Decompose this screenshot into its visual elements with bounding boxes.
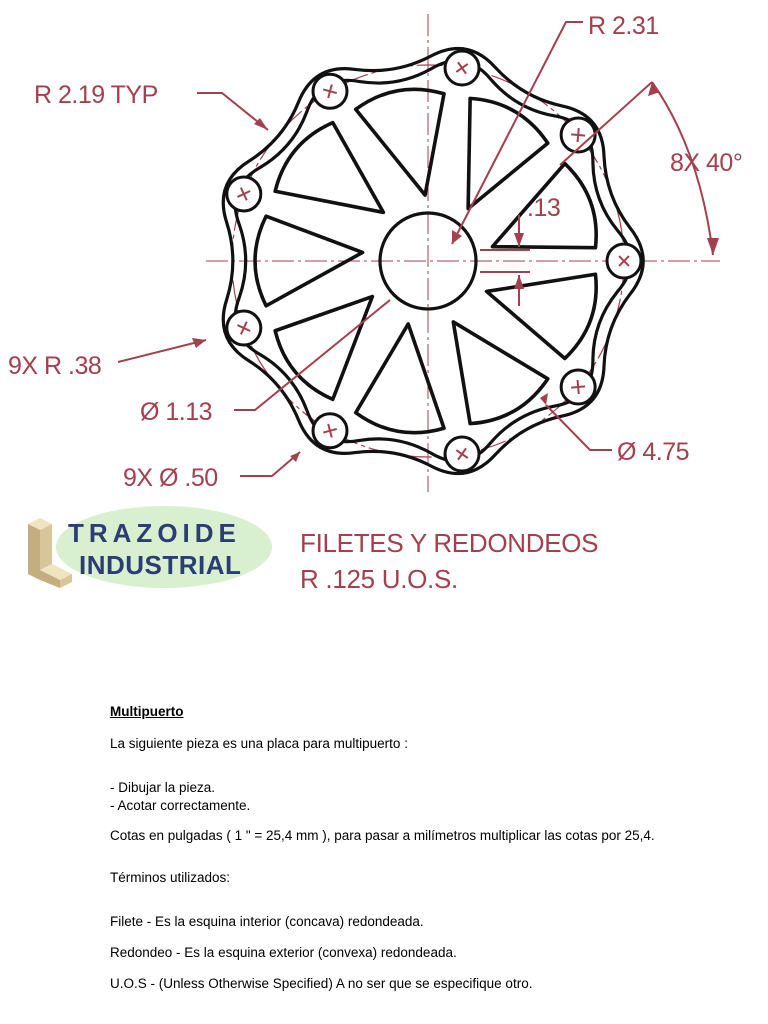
pocket xyxy=(275,297,372,400)
note-line1: FILETES Y REDONDEOS xyxy=(300,528,599,558)
label-r231: R 2.31 xyxy=(588,12,659,40)
pocket xyxy=(453,322,547,424)
label-angle: 8X 40° xyxy=(670,149,743,177)
logo-line1: TRAZOIDE xyxy=(68,518,241,548)
label-r038: 9X R .38 xyxy=(8,352,102,380)
logo-line2: INDUSTRIAL xyxy=(79,550,242,580)
doc-term-filete: Filete - Es la esquina interior (concava) redondeada. xyxy=(110,914,424,929)
label-r219-typ: R 2.19 TYP xyxy=(34,81,158,109)
pocket xyxy=(487,274,597,358)
doc-terms-title: Términos utilizados: xyxy=(110,870,231,885)
doc-step2: - Acotar correctamente. xyxy=(110,798,251,813)
doc-heading: Multipuerto xyxy=(110,704,184,719)
doc-term-uos: U.O.S - (Unless Otherwise Specified) A no ser que se especifique otro. xyxy=(110,976,533,991)
doc-step1: - Dibujar la pieza. xyxy=(110,780,216,795)
label-d113: Ø 1.13 xyxy=(140,398,213,426)
hole-mark xyxy=(571,134,585,135)
pocket xyxy=(275,123,383,213)
label-d475: Ø 4.75 xyxy=(617,438,690,466)
document-body xyxy=(110,703,670,993)
doc-intro: La siguiente pieza es una placa para multipuerto : xyxy=(110,736,408,751)
arrowheads xyxy=(192,82,719,462)
pocket xyxy=(468,98,548,208)
label-d050: 9X Ø .50 xyxy=(123,464,218,492)
doc-term-redondeo: Redondeo - Es la esquina exterior (convexa) redondeada. xyxy=(110,945,457,960)
doc-units: Cotas en pulgadas ( 1 " = 25,4 mm ), para pasar a milímetros multiplicar las cotas por 25,4. xyxy=(110,828,655,843)
hole-mark xyxy=(578,380,579,394)
note-line2: R .125 U.O.S. xyxy=(300,564,458,594)
pocket xyxy=(356,324,444,433)
pocket xyxy=(356,89,444,195)
label-013: .13 xyxy=(527,194,561,222)
